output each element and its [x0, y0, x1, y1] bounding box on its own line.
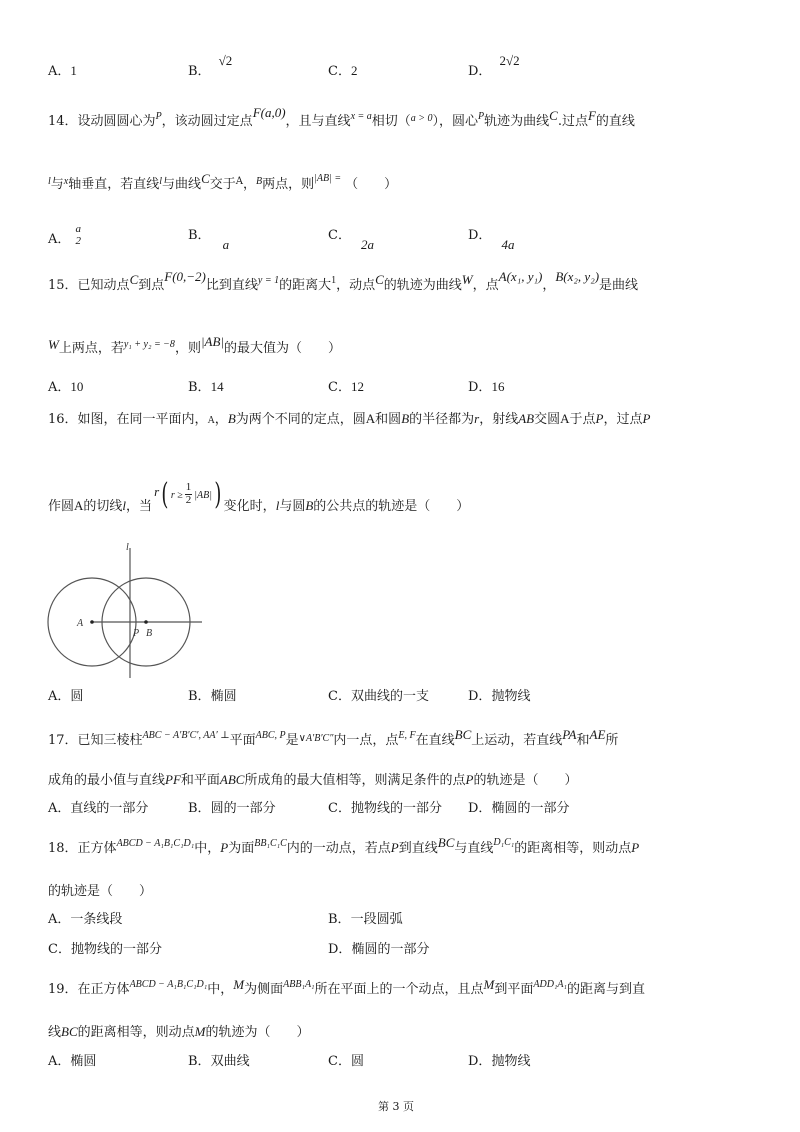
- q14-line2: $^l$与$^x$轴垂直，若直线$^l$与曲线C交于$^A$，$^B$两点，则$^{|AB| =}$ （ ）: [48, 171, 398, 192]
- q15-line1: 15．已知动点C到点F(0,−2)比到直线$^{y = 1}$的距离大$^1$，动点C的轨迹为曲线W，点A(x₁, y₁)，B(x₂, y₂)是曲线: [48, 269, 639, 293]
- q19-option-d: D．抛物线: [468, 1054, 531, 1069]
- q18-option-c: C．抛物线的一部分: [48, 942, 162, 957]
- label-b: B: [146, 628, 153, 639]
- q18-option-b: B．一段圆弧: [328, 912, 403, 927]
- point-a: [90, 620, 94, 624]
- q18-line2: 的轨迹是（ ）: [48, 884, 153, 899]
- q18-line1: 18．正方体$^{ABCD - A_1B_1C_1D_1}$中，P为面$^{BB_1C_1C}$内的一动点，若点P到直线BC与直线$^{D_1C_1}$的距离相等，则动点P: [48, 835, 640, 856]
- q19-option-a: A．椭圆: [48, 1054, 97, 1069]
- q14-option-b: B．a: [188, 228, 230, 252]
- q15-option-b: B．14: [188, 379, 224, 395]
- q17-line2: 成角的最小值与直线PF和平面ABC所成角的最大值相等，则满足条件的点P的轨迹是（ ）: [48, 772, 578, 788]
- q16-option-a: A．圆: [48, 689, 84, 704]
- point-b: [144, 620, 148, 624]
- page-number: 第 3 页: [378, 1100, 414, 1113]
- q19-option-c: C．圆: [328, 1054, 364, 1069]
- q16-option-d: D．抛物线: [468, 689, 531, 704]
- q19-line1: 19．在正方体$^{ABCD - A_1B_1C_1D_1}$中，M为侧面$^{ABB_1A_1}$所在平面上的一个动点，且点M到平面$^{ADD_1A_1}$的距离与到直: [48, 977, 646, 997]
- q15-option-c: C．12: [328, 379, 364, 395]
- label-l: l: [126, 542, 129, 553]
- q17-option-a: A．直线的一部分: [48, 801, 149, 816]
- q13-option-a: A．1: [48, 63, 77, 79]
- q13-option-d: D．2√2: [468, 53, 520, 79]
- label-a: A: [77, 618, 84, 629]
- q17-option-b: B．圆的一部分: [188, 801, 276, 816]
- q13-option-b: B．√2: [188, 53, 233, 79]
- q19-line2: 线BC的距离相等，则动点M的轨迹为（ ）: [48, 1024, 310, 1040]
- q16-option-c: C．双曲线的一支: [328, 689, 429, 704]
- q16-line1: 16．如图，在同一平面内，A，B为两个不同的定点，圆A和圆B的半径都为r，射线AB交圆A于点P，过点P: [48, 411, 651, 427]
- q14-option-a: A． a 2: [48, 223, 82, 248]
- q13-option-c: C．2: [328, 63, 358, 79]
- q16-figure: [40, 540, 210, 680]
- q17-option-c: C．抛物线的一部分: [328, 801, 442, 816]
- q16-option-b: B．椭圆: [188, 689, 237, 704]
- q16-line2: 作圆A的切线l，当r( $^{r \ge}$ $\frac{1}{2}$ $^{|AB|}$) 变化时，l与圆B的公共点的轨迹是（ ）: [48, 477, 470, 514]
- q17-line1: 17．已知三棱柱$^{ABC - A'B'C', AA' \perp}$平面$^{ABC, P}$是$^{\vee A'B'C''}$内一点，点$^{E, F}$在直线BC上运动，若直线PA和AE所: [48, 727, 619, 748]
- q15-line2: W上两点，若$^{y_1 + y_2 = -8}$，则|AB|的最大值为（ ）: [48, 334, 341, 356]
- q15-option-a: A．10: [48, 379, 84, 395]
- q14-option-d: D．4a: [468, 228, 515, 252]
- q18-option-a: A．一条线段: [48, 912, 123, 927]
- q15-option-d: D．16: [468, 379, 505, 395]
- q14-line1: 14．设动圆圆心为$^P$，该动圆过定点F(a,0)，且与直线$^{x = a}$相切（$^{a > 0}$），圆心$^P$轨迹为曲线C.过点F的直线: [48, 105, 635, 129]
- label-p: P: [133, 628, 140, 639]
- q19-option-b: B．双曲线: [188, 1054, 250, 1069]
- q14-option-c: C．2a: [328, 228, 374, 252]
- q18-option-d: D．椭圆的一部分: [328, 942, 430, 957]
- q17-option-d: D．椭圆的一部分: [468, 801, 570, 816]
